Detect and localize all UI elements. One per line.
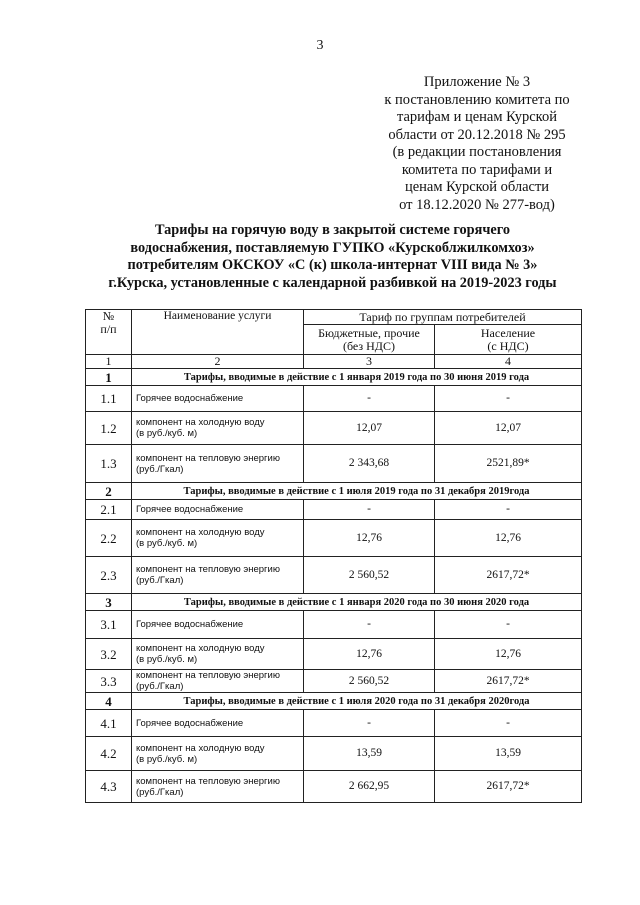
index-cell: 4 [435,355,582,369]
row-number: 2.3 [86,557,132,594]
population-value: 2521,89* [435,445,582,483]
section-row [86,483,582,500]
budget-value: - [304,500,435,520]
population-value: - [435,611,582,639]
budget-value: 12,76 [304,639,435,670]
table-row [86,386,582,412]
service-name: Горячее водоснабжение [132,710,304,737]
table-row [86,520,582,557]
appendix-line: Приложение № 3 [423,74,531,90]
title-line: водоснабжения, поставляемую ГУПКО «Курскоблжилкомхоз» [130,239,535,256]
index-cell: 1 [86,355,132,369]
service-name: компонент на тепловую энергию (руб./Гкал) [132,445,304,483]
appendix-line: ценам Курской области [404,179,550,195]
section-number: 1 [86,369,132,386]
section-row [86,369,582,386]
population-value: 2617,72* [435,670,582,693]
row-number: 4.2 [86,737,132,771]
budget-value: 2 560,52 [304,670,435,693]
population-value: - [435,500,582,520]
service-name: компонент на холодную воду (в руб./куб. м) [132,639,304,670]
section-title: Тарифы, вводимые в действие с 1 июля 2020 года по 31 декабря 2020года [132,693,582,710]
population-value: 12,76 [435,639,582,670]
appendix-line: тарифам и ценам Курской [396,109,557,125]
service-name: компонент на холодную воду (в руб./куб. м) [132,737,304,771]
population-value: - [435,710,582,737]
service-name: Горячее водоснабжение [132,386,304,412]
section-row [86,693,582,710]
budget-value: 2 343,68 [304,445,435,483]
population-value: 2617,72* [435,771,582,803]
service-name: компонент на холодную воду (в руб./куб. м) [132,412,304,445]
population-value: 12,07 [435,412,582,445]
table-row [86,500,582,520]
table-row [86,710,582,737]
index-cell: 3 [304,355,435,369]
service-name: компонент на тепловую энергию (руб./Гкал) [132,670,304,693]
row-number: 2.1 [86,500,132,520]
budget-value: 2 662,95 [304,771,435,803]
row-number: 1.2 [86,412,132,445]
table-row [86,445,582,483]
appendix-note [368,74,586,214]
budget-value: 2 560,52 [304,557,435,594]
page-number: 3 [316,38,324,53]
appendix-line: комитета по тарифами и [401,161,553,178]
budget-value: 12,76 [304,520,435,557]
table-header-row [86,310,582,325]
document-title [60,222,605,292]
table-row [86,412,582,445]
population-value: 2617,72* [435,557,582,594]
section-title: Тарифы, вводимые в действие с 1 июля 2019 года по 31 декабря 2019года [132,483,582,500]
header-service: Наименование услуги [132,310,304,355]
population-value: - [435,386,582,412]
population-value: 12,76 [435,520,582,557]
title-line: г.Курска, установленные с календарной разбивкой на 2019-2023 годы [108,274,557,291]
budget-value: 13,59 [304,737,435,771]
header-budget: Бюджетные, прочие (без НДС) [304,325,435,355]
appendix-line: (в редакции постановления [392,144,562,160]
section-title: Тарифы, вводимые в действие с 1 января 2020 года по 30 июня 2020 года [132,594,582,611]
appendix-line: от 18.12.2020 № 277-вод) [399,196,555,213]
row-number: 4.3 [86,771,132,803]
table-row [86,611,582,639]
table-row [86,639,582,670]
title-line: потребителям ОКСКОУ «С (к) школа-интернат VIII вида № 3» [127,257,538,273]
section-number: 2 [86,483,132,500]
population-value: 13,59 [435,737,582,771]
row-number: 3.2 [86,639,132,670]
appendix-line: области от 20.12.2018 № 295 [388,126,566,143]
row-number: 1.3 [86,445,132,483]
title-line: Тарифы на горячую воду в закрытой системе горячего [154,222,511,238]
section-number: 4 [86,693,132,710]
service-name: компонент на тепловую энергию (руб./Гкал) [132,771,304,803]
table-row [86,771,582,803]
section-title: Тарифы, вводимые в действие с 1 января 2019 года по 30 июня 2019 года [132,369,582,386]
section-row [86,594,582,611]
header-num: № п/п [86,310,132,355]
section-number: 3 [86,594,132,611]
row-number: 3.1 [86,611,132,639]
index-row [86,355,582,369]
budget-value: 12,07 [304,412,435,445]
table-row [86,670,582,693]
service-name: Горячее водоснабжение [132,611,304,639]
budget-value: - [304,710,435,737]
table-row [86,737,582,771]
tariff-table [85,309,582,803]
row-number: 1.1 [86,386,132,412]
service-name: компонент на холодную воду (в руб./куб. м) [132,520,304,557]
service-name: компонент на тепловую энергию (руб./Гкал) [132,557,304,594]
row-number: 3.3 [86,670,132,693]
row-number: 4.1 [86,710,132,737]
appendix-line: к постановлению комитета по [384,91,570,108]
row-number: 2.2 [86,520,132,557]
index-cell: 2 [132,355,304,369]
header-population: Население (с НДС) [435,325,582,355]
budget-value: - [304,611,435,639]
header-group: Тариф по группам потребителей [304,310,582,325]
service-name: Горячее водоснабжение [132,500,304,520]
budget-value: - [304,386,435,412]
table-row [86,557,582,594]
